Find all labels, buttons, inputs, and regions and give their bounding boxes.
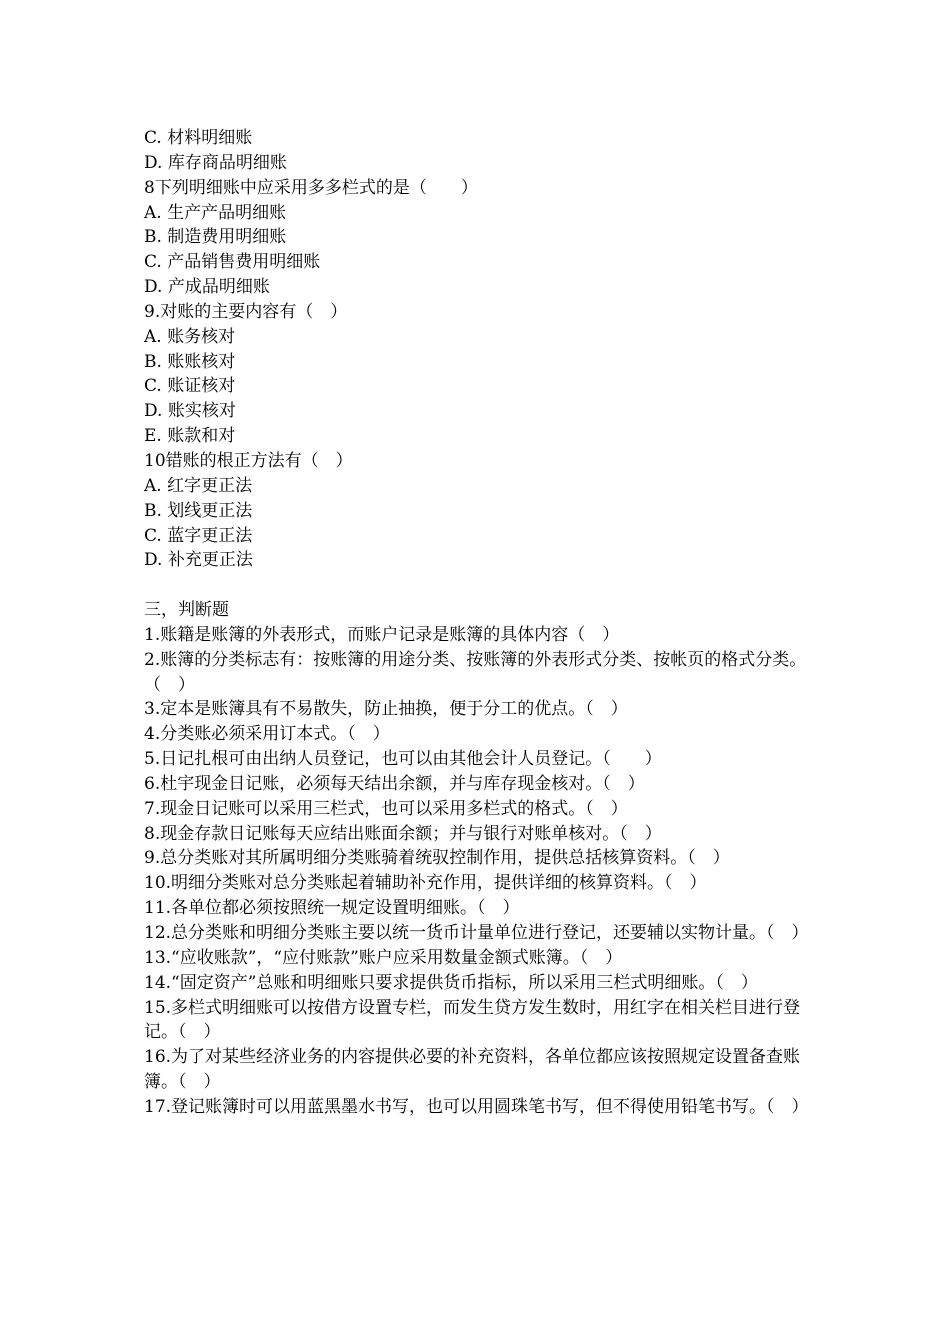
option-line: D. 产成品明细账: [144, 277, 270, 298]
option-line: A. 红字更正法: [144, 475, 253, 496]
section-heading: 三，判断题: [144, 600, 229, 621]
true-false-item: 7.现金日记账可以采用三栏式，也可以采用多栏式的格式。（ ）: [144, 798, 628, 819]
question-line: 8下列明细账中应采用多多栏式的是（ ）: [144, 177, 478, 198]
option-line: D. 账实核对: [144, 401, 236, 422]
option-line: A. 账务核对: [144, 326, 236, 347]
option-line: C. 账证核对: [144, 376, 236, 397]
option-line: B. 划线更正法: [144, 500, 253, 521]
question-line: 10错账的根正方法有（ ）: [144, 450, 353, 471]
option-line: C. 蓝字更正法: [144, 525, 253, 546]
document-body: [144, 126, 809, 1120]
true-false-item: 15.多栏式明细账可以按借方设置专栏，而发生贷方发生数时，用红字在相关栏目进行登记。（ ）: [144, 997, 801, 1043]
true-false-item: 11.各单位都必须按照统一规定设置明细账。（ ）: [144, 898, 520, 919]
true-false-item: 12.总分类账和明细分类账主要以统一货币计量单位进行登记，还要辅以实物计量。（ ）: [144, 923, 809, 943]
option-line: D. 补充更正法: [144, 550, 253, 571]
option-line: B. 制造费用明细账: [144, 227, 287, 248]
true-false-item: 3.定本是账簿具有不易散失，防止抽换，便于分工的优点。（ ）: [144, 699, 628, 720]
true-false-item: 1.账籍是账簿的外表形式，而账户记录是账簿的具体内容（ ）: [144, 624, 620, 645]
true-false-item: 13.“应收账款”，“应付账款”账户应采用数量金额式账簿。（ ）: [144, 947, 623, 968]
option-line: B. 账账核对: [144, 351, 236, 372]
true-false-item: 17.登记账簿时可以用蓝黑墨水书写，也可以用圆珠笔书写，但不得使用铅笔书写。（ ）: [144, 1096, 809, 1117]
question-line: 9.对账的主要内容有（ ）: [144, 301, 348, 322]
true-false-item: 6.杜宇现金日记账，必须每天结出余额，并与库存现金核对。（ ）: [144, 773, 645, 794]
true-false-item: 4.分类账必须采用订本式。（ ）: [144, 724, 390, 745]
true-false-item: 10.明细分类账对总分类账起着辅助补充作用，提供详细的核算资料。（ ）: [144, 873, 707, 894]
option-line: C. 产品销售费用明细账: [144, 252, 321, 273]
option-line: C. 材料明细账: [144, 128, 253, 148]
true-false-item: 5.日记扎根可由出纳人员登记，也可以由其他会计人员登记。（ ）: [144, 749, 662, 770]
option-line: E. 账款和对: [144, 426, 236, 447]
true-false-item: 14.“固定资产”总账和明细账只要求提供货币指标，所以采用三栏式明细账。（ ）: [144, 972, 758, 993]
true-false-item: 8.现金存款日记账每天应结出账面余额；并与银行对账单核对。（ ）: [144, 823, 662, 844]
blank-line: [144, 573, 809, 598]
true-false-item: 2.账簿的分类标志有：按账簿的用途分类、按账簿的外表形式分类、按帐页的格式分类。（ ）: [144, 649, 807, 695]
option-line: A. 生产产品明细账: [144, 202, 287, 223]
true-false-item: 9.总分类账对其所属明细分类账骑着统驭控制作用，提供总括核算资料。（ ）: [144, 848, 730, 869]
true-false-item: 16.为了对某些经济业务的内容提供必要的补充资料，各单位都应该按照规定设置备查账簿。（ ）: [144, 1047, 801, 1093]
option-line: D. 库存商品明细账: [144, 152, 287, 173]
